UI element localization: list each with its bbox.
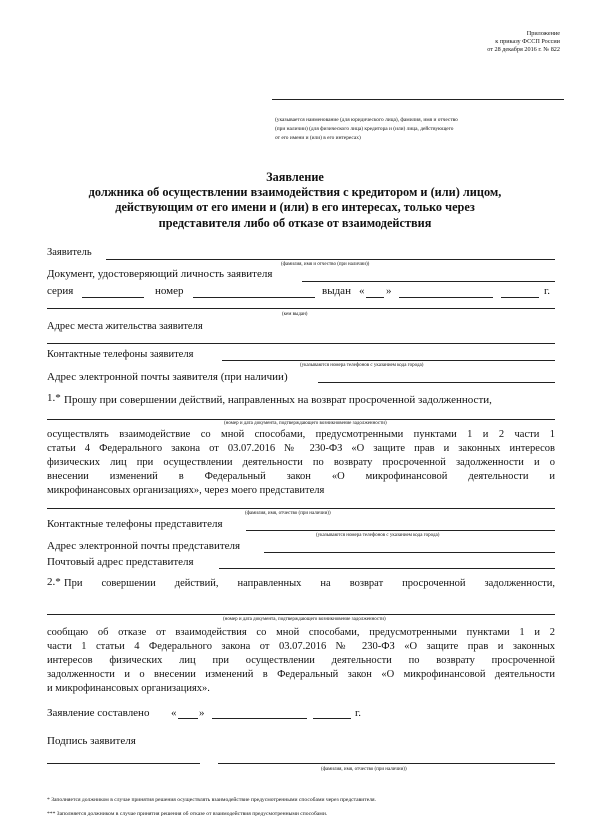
issuer-field[interactable] [47,308,555,309]
issued-label: выдан [322,285,351,297]
title-line-2: должника об осуществлении взаимодействия с кредитором и (или) лицом, [88,185,502,199]
applicant-field[interactable] [106,259,555,260]
issued-day-field[interactable] [366,297,384,298]
section2-document-field[interactable] [47,614,555,615]
section2-body-5: и микрофинансовых организациях». [47,683,210,694]
annex-block [487,30,560,54]
representative-name-field[interactable] [47,508,555,509]
section2-text: При совершении действий, направленных на возврат просроченной задолженности, [64,578,555,589]
section1-hint: (номер и дата документа, подтверждающего возникновение задолженности) [224,421,387,426]
issued-year-suffix: г. [544,285,551,297]
series-field[interactable] [82,297,144,298]
addressee-line[interactable] [272,99,564,100]
section1-body-5: микрофинансовых организациях», через моего представителя [47,485,325,496]
email-field[interactable] [318,382,555,383]
composed-day-field[interactable] [178,718,198,719]
section1-document-field[interactable] [47,419,555,420]
issued-close-quote: » [386,285,392,297]
representative-phones-field[interactable] [246,530,555,531]
residence-field[interactable] [47,343,555,344]
document-type-field[interactable] [302,281,555,282]
section2-hint: (номер и дата документа, подтверждающего возникновение задолженности) [223,617,386,622]
section1-text: Прошу при совершении действий, направленных на возврат просроченной задолженности, [64,394,492,406]
signature-name-field[interactable] [218,763,555,764]
signature-hint: (фамилия, имя, отчество (при наличии)) [321,767,407,772]
section2-marker: 2.* [47,576,61,588]
document-label: Документ, удостоверяющий личность заявителя [47,268,273,280]
addressee-hint-3: от его имени и (или) в его интересах) [275,135,361,141]
signature-label: Подпись заявителя [47,735,136,747]
issuer-hint: (кем выдан) [282,312,308,317]
composed-label: Заявление составлено [47,707,150,719]
applicant-hint: (фамилия, имя и отчество (при наличии)) [281,262,370,267]
representative-email-field[interactable] [264,552,555,553]
number-label: номер [155,285,184,297]
section1-body-1: осуществлять взаимодействие со мной способами, предусмотренными пунктами 1 и 2 части 1 [47,429,555,440]
email-label: Адрес электронной почты заявителя (при наличии) [47,371,288,383]
phones-label: Контактные телефоны заявителя [47,349,194,360]
section2-body-2: части 1 статьи 4 Федерального закона от 03.07.2016 № 230-ФЗ «О защите прав и законных [47,641,555,652]
signature-field[interactable] [47,763,200,764]
footnote-1: * Заполняется должником в случае принятия решения осуществлять взаимодействие предусмотренными способами через представителя. [47,797,376,803]
composed-month-field[interactable] [212,718,307,719]
representative-phones-label: Контактные телефоны представителя [47,518,223,530]
representative-name-hint: (фамилия, имя, отчество (при наличии)) [245,511,331,516]
section2-body-4: задолженности и о внесении изменений в Федеральный закон «О микрофинансовой деятельности [47,669,555,680]
section2-body-1: сообщаю об отказе от взаимодействия со мной способами, предусмотренными пунктами 1 и 2 [47,627,555,638]
annex-line-3: от 28 декабря 2016 г. № 822 [487,46,560,53]
section1-body-4: внесении изменений в Федеральный закон «О микрофинансовой деятельности и [47,471,555,482]
issued-year-field[interactable] [501,297,539,298]
composed-close-quote: » [199,707,205,719]
residence-label: Адрес места жительства заявителя [47,321,203,332]
representative-email-label: Адрес электронной почты представителя [47,540,241,552]
composed-open-quote: « [171,707,177,719]
annex-line-1: Приложение [526,30,560,37]
section1-marker: 1.* [47,392,61,404]
title-line-3: действующим от его имени и (или) в его интересах, только через [115,200,475,214]
addressee-hint-2: (при наличии) (для физического лица) кредитора и (или) лица, действующего [275,126,454,132]
applicant-label: Заявитель [47,247,92,258]
issued-open-quote: « [359,285,365,297]
section1-body-3: физических лиц при осуществлении деятельности по возврату просроченной задолженности и о [47,457,555,468]
phones-field[interactable] [222,360,555,361]
series-label: серия [47,285,74,297]
annex-line-2: к приказу ФССП России [495,38,560,45]
number-field[interactable] [193,297,315,298]
composed-year-field[interactable] [313,718,351,719]
section1-body-2: статьи 4 Федерального закона от 03.07.2016 № 230-ФЗ «О защите прав и законных интересов [47,443,555,454]
title-line-4: представителя либо об отказе от взаимодействия [158,216,432,230]
composed-year-suffix: г. [355,707,362,719]
section2-body-3: интересов физических лиц при осуществлении деятельности по возврату просроченной [47,655,555,666]
phones-hint: (указываются номера телефонов с указанием кода города) [300,363,424,368]
addressee-hint-1: (указывается наименование (для юридического лица), фамилия, имя и отчество [275,117,458,123]
title-line-1: Заявление [266,170,324,184]
representative-postal-label: Почтовый адрес представителя [47,556,194,568]
representative-postal-field[interactable] [219,568,555,569]
issued-month-field[interactable] [399,297,493,298]
representative-phones-hint: (указываются номера телефонов с указанием кода города) [316,533,440,538]
footnote-2: *** Заполняется должником в случае принятия решения об отказе от взаимодействия предусмотренными способами. [47,811,328,817]
